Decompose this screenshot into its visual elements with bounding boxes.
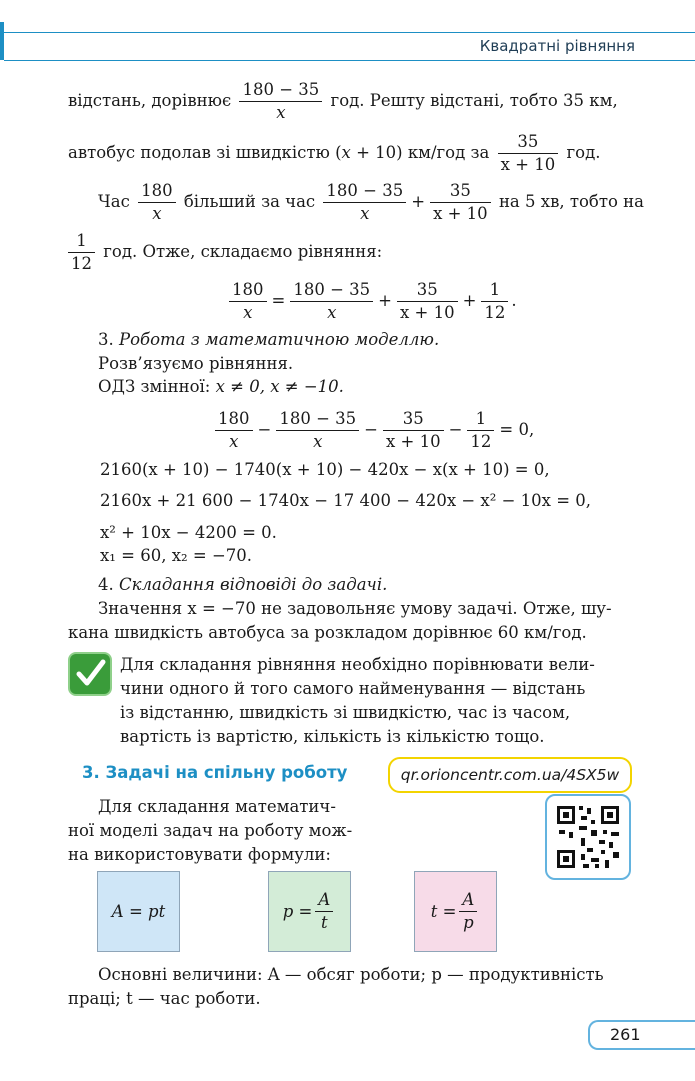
qr-code-icon[interactable] xyxy=(545,794,631,880)
fraction: $\frac{180 - 35}{x}$ xyxy=(323,180,406,225)
note-line-4: вартість із вартістю, кількість із кількістю тощо. xyxy=(120,727,545,746)
equation-4: 2160x + 21 600 − 1740x − 17 400 − 420x − x² − 10x = 0, xyxy=(100,491,592,510)
basic-quantities-2: праці; t — час роботи. xyxy=(68,989,261,1008)
text-line-4: $\frac{1}{12}$ год. Отже, складаємо рівняння: xyxy=(68,230,382,275)
odz-line: ОДЗ змінної: x ≠ 0, x ≠ −10. xyxy=(98,377,344,396)
work-intro-1: Для складання математич- xyxy=(98,797,336,816)
equation-5: x² + 10x − 4200 = 0. xyxy=(100,523,277,542)
check-icon xyxy=(68,652,112,696)
note-line-3: із відстанню, швидкість зі швидкістю, час із часом, xyxy=(120,703,571,722)
text-line-1: відстань, дорівнює $\frac{180 - 35}{x}$ год. Решту відстані, тобто 35 км, xyxy=(68,80,618,122)
roots: x₁ = 60, x₂ = −70. xyxy=(100,546,253,565)
text-line-2: автобус подолав зі швидкістю (x + 10) км/год за $\frac{35}{x + 10}$ год. xyxy=(68,132,601,174)
section-title: 3. Задачі на спільну роботу xyxy=(82,763,348,782)
solve-line: Розв’язуємо рівняння. xyxy=(98,354,294,373)
page-number: 261 xyxy=(588,1020,695,1050)
basic-quantities-1: Основні величини: A — обсяг роботи; p — продуктивність xyxy=(98,965,604,984)
answer-line-1: Значення x = −70 не задовольняє умову задачі. Отже, шу- xyxy=(98,599,612,618)
header-title: Квадратні рівняння xyxy=(479,37,635,55)
text-line-3: Час $\frac{180}{x}$ більший за час $\frac{180 - 35}{x}$ + $\frac{35}{x + 10}$ на 5 хв, тобто на xyxy=(98,181,644,223)
fraction: $\frac{180 - 35}{x}$ xyxy=(239,79,322,124)
work-intro-2: ної моделі задач на роботу мож- xyxy=(68,821,353,840)
fraction: $\frac{35}{x + 10}$ xyxy=(430,180,491,225)
formula-time: t = $\frac{A}{p}$ xyxy=(414,871,497,952)
work-intro-3: на використовувати формули: xyxy=(68,845,331,864)
qr-link[interactable]: qr.orioncentr.com.ua/4SX5w xyxy=(388,757,632,793)
answer-line-2: кана швидкість автобуса за розкладом дорівнює 60 км/год. xyxy=(68,623,587,642)
step-4: 4. Складання відповіді до задачі. xyxy=(98,575,388,594)
equation-3: 2160(x + 10) − 1740(x + 10) − 420x − x(x + 10) = 0, xyxy=(100,460,550,479)
step-3: 3. Робота з математичною моделлю. xyxy=(98,330,440,349)
fraction: $\frac{35}{x + 10}$ xyxy=(498,131,559,176)
formula-work: A = pt xyxy=(97,871,180,952)
fraction: $\frac{1}{12}$ xyxy=(68,230,95,275)
formula-productivity: p = $\frac{A}{t}$ xyxy=(268,871,351,952)
equation-1: $\frac{180}{x}$ = $\frac{180 - 35}{x}$ + $\frac{35}{x + 10}$ + $\frac{1}{12}$ . xyxy=(226,279,517,324)
fraction: $\frac{180}{x}$ xyxy=(138,180,176,225)
equation-2: $\frac{180}{x}$ − $\frac{180 - 35}{x}$ − $\frac{35}{x + 10}$ − $\frac{1}{12}$ = 0, xyxy=(212,408,536,453)
note-line-2: чини одного й того самого найменування — відстань xyxy=(120,679,586,698)
note-line-1: Для складання рівняння необхідно порівнювати вели- xyxy=(120,655,595,674)
